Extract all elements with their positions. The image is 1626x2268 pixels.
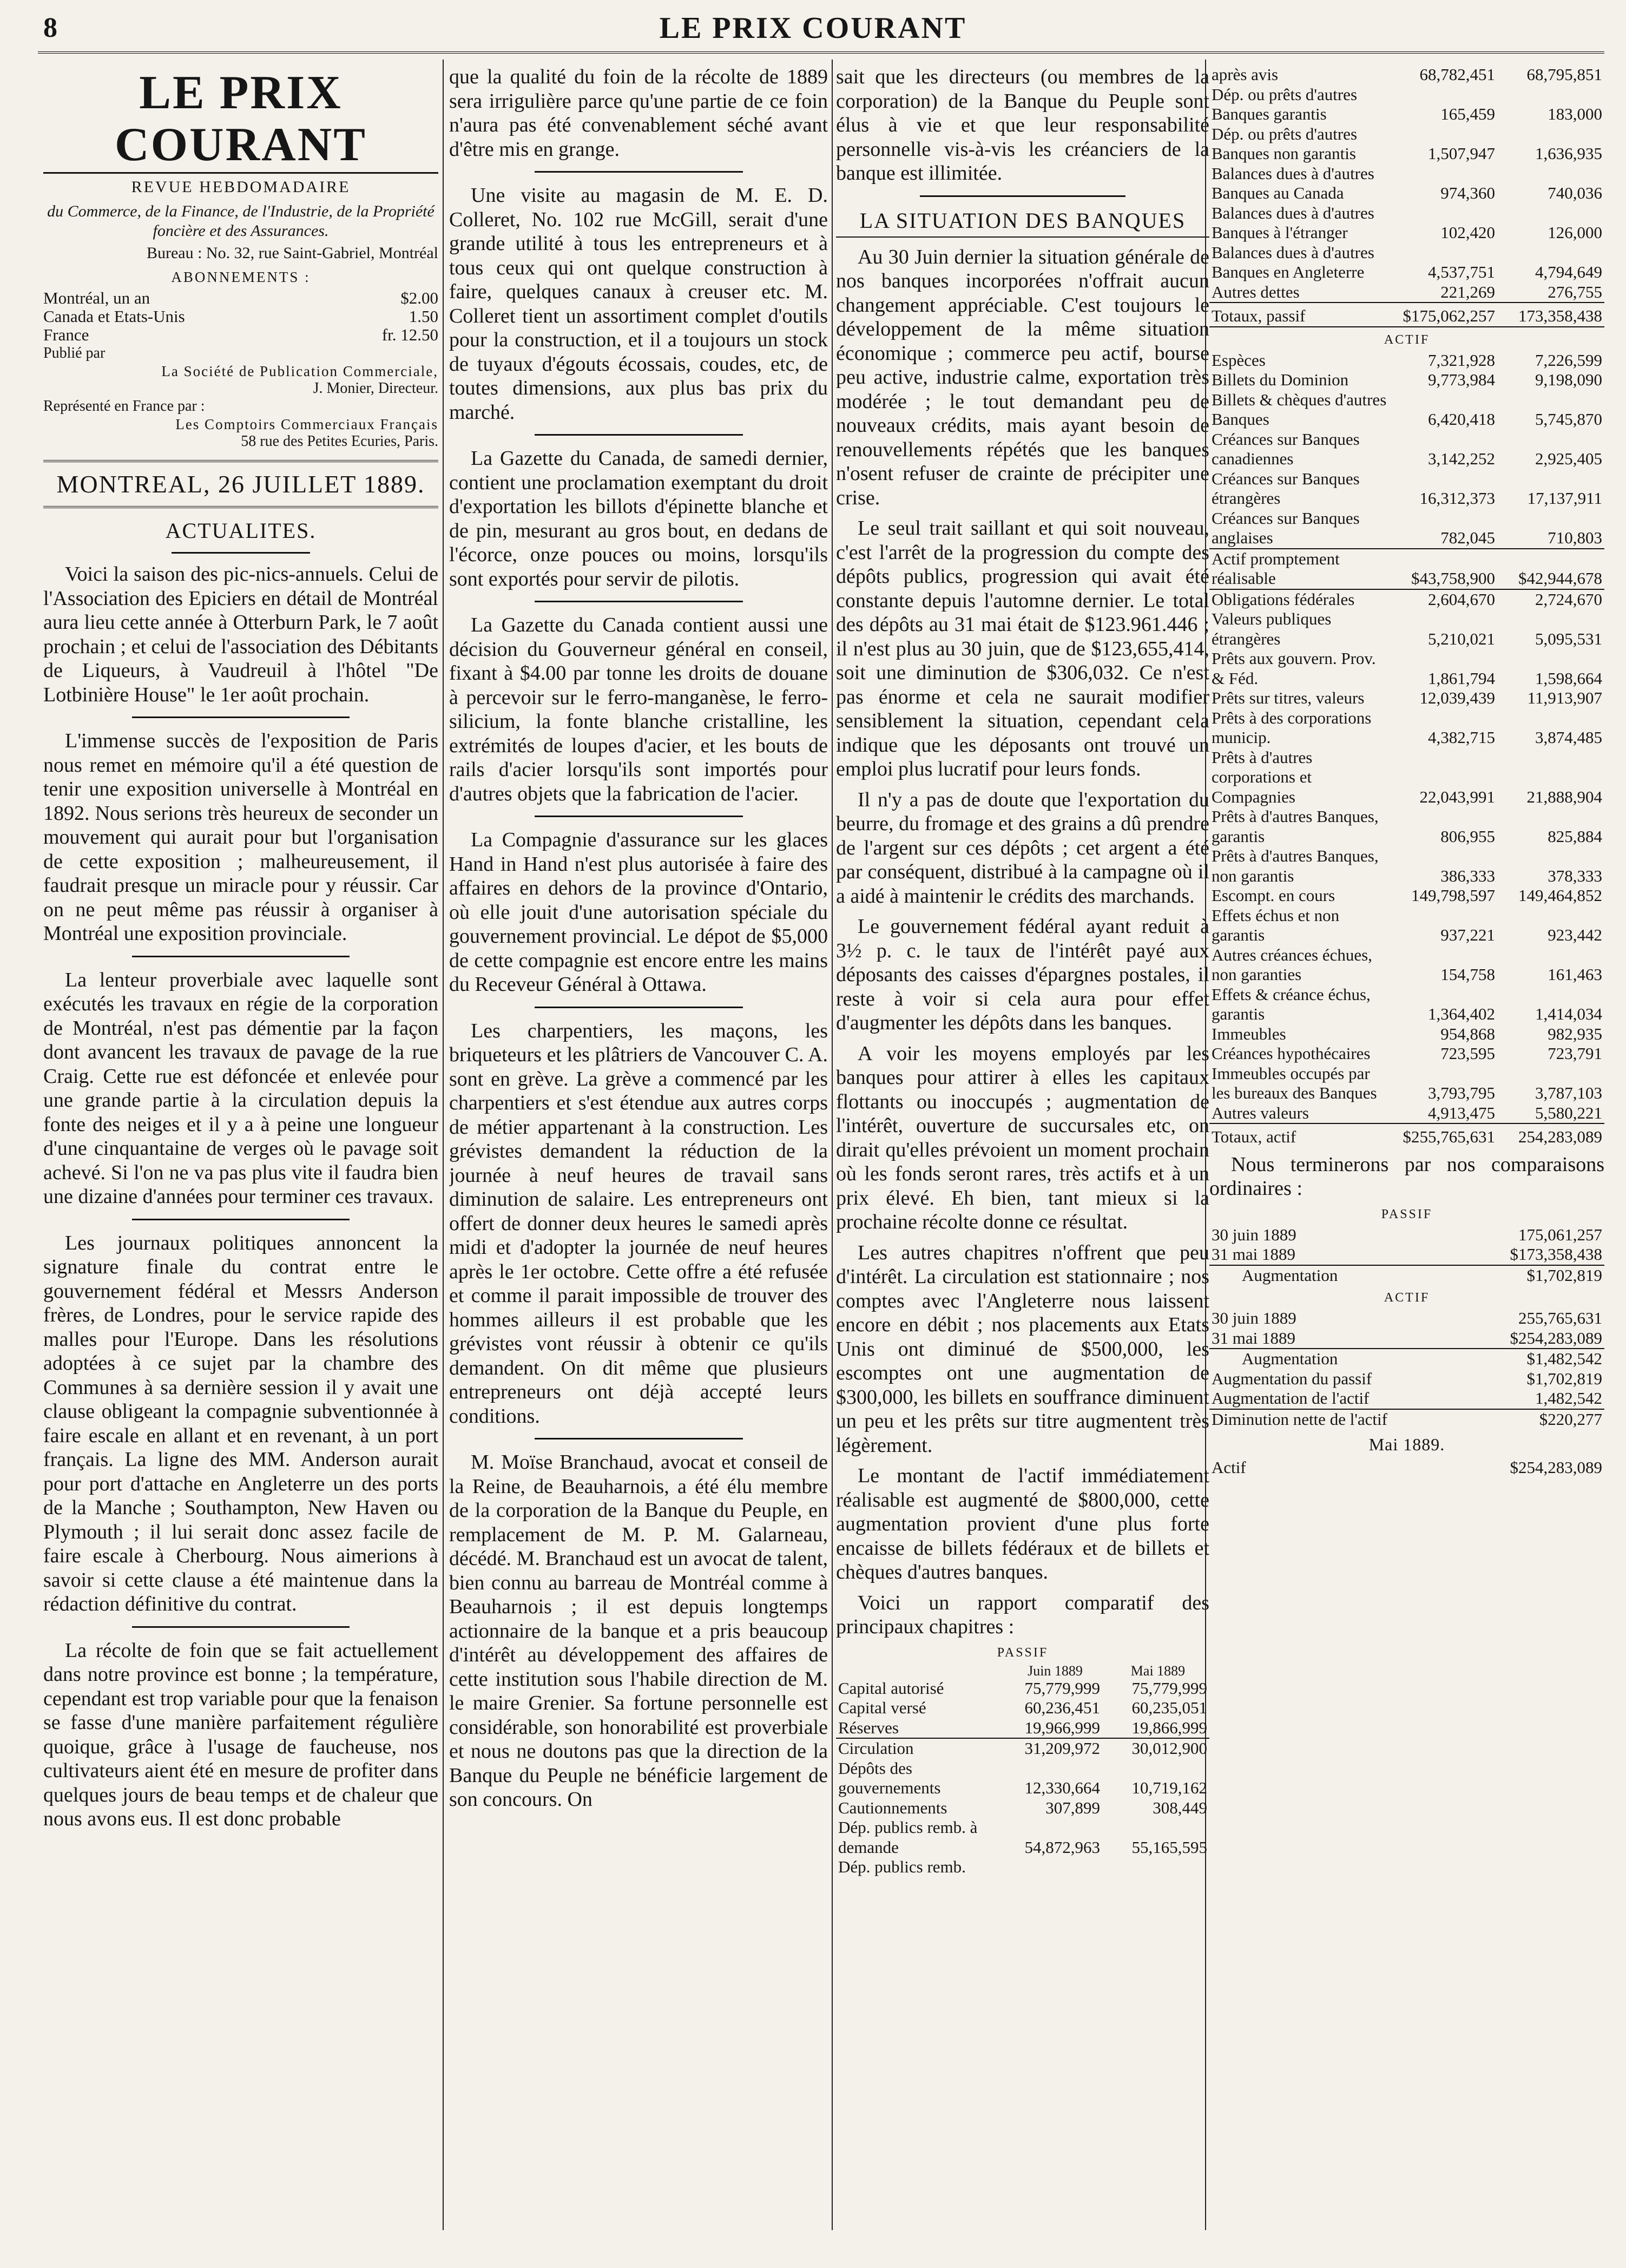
section-title-actualites: ACTUALITES.	[165, 518, 317, 543]
value-juin: 3,793,795	[1428, 1083, 1495, 1102]
article-paragraph: La récolte de foin que se fait actuellement dans notre province est bonne ; la température, cependant est trop variable pour que la fenaison se fasse d'une manière parfaitement régulière quoique, grâce à l'usage de faucheuse, nos cultivateurs aient été en mesure de profiter dans quelques jours de beau temps et de chaleur que nous avons eus. Il est donc probable	[43, 1639, 438, 1830]
article-paragraph: que la qualité du foin de la récolte de 1889 sera irrigulière parce qu'une partie de ce foin n'aura pas été convenablement séché avant d'être mis en grange.	[449, 65, 828, 161]
column-header-juin: Juin 1889	[1028, 1662, 1083, 1679]
value-juin: 31,209,972	[1024, 1739, 1100, 1758]
value-juin: 75,779,999	[1024, 1678, 1100, 1698]
table-row	[836, 1857, 1209, 1877]
value-juin: 1,507,947	[1428, 144, 1495, 163]
table-row	[1209, 1024, 1604, 1044]
table-row	[1209, 1044, 1604, 1064]
row-label: Totaux, passif	[1209, 303, 1390, 327]
value-juin: 954,868	[1440, 1024, 1495, 1043]
running-title: LE PRIX COURANT	[659, 11, 967, 45]
value-mai: 308,449	[1153, 1798, 1207, 1817]
row-label: Dép. ou prêts d'autres Banques non garantis	[1212, 124, 1358, 163]
value-juin: 7,321,928	[1428, 350, 1495, 370]
table-row	[1209, 846, 1604, 886]
article-paragraph: La lenteur proverbiale avec laquelle sont exécutés les travaux en régie de la corporation de Montréal, n'est pas démentie par la façon dont avancent les travaux de pavage de la rue Craig. Cette rue est défoncée et enlevée pour une grande partie à la circulation depuis la fonte des neiges et il y a à peine une longueur d'une cinquantaine de verges où le pavage soit achevé. Si l'on ne va pas plus vite il faudra bien une dizaine d'années pour terminer ces travaux.	[43, 968, 438, 1208]
table-row	[1209, 1064, 1604, 1103]
value-mai: 1,598,664	[1535, 668, 1602, 688]
masthead-subtitle: REVUE HEBDOMADAIRE	[131, 178, 351, 196]
rate-place: France	[43, 325, 89, 344]
total-row	[1209, 1123, 1604, 1147]
masthead-rule	[43, 172, 438, 174]
article-paragraph: sait que les directeurs (ou membres de la corporation) de la Banque du Peuple sont élus à vie et que leur responsabilité personnelle vis-à-vis les créanciers de la banque est illimitée.	[836, 65, 1209, 185]
table-row	[1209, 1103, 1604, 1124]
row-value: 255,765,631	[1518, 1309, 1602, 1327]
row-label: Totaux, actif	[1212, 1127, 1296, 1146]
column-divider	[832, 60, 833, 2230]
column-1	[43, 65, 438, 2236]
value-mai: 30,012,900	[1131, 1739, 1207, 1758]
row-label: Créances hypothécaires	[1212, 1044, 1371, 1063]
row-label: Immeubles occupés par les bureaux des Banques	[1212, 1063, 1377, 1102]
value-juin: 386,333	[1440, 866, 1495, 885]
france-address: 58 rue des Petites Ecuries, Paris.	[241, 433, 438, 450]
value-juin: 4,382,715	[1428, 728, 1495, 747]
value-mai: 1,414,034	[1535, 1004, 1602, 1023]
masthead-description: du Commerce, de la Finance, de l'Industrie, de la Propriété foncière et des Assurances.	[47, 202, 435, 240]
director-name: J. Monier, Directeur.	[313, 380, 438, 397]
value-juin: 154,758	[1440, 965, 1495, 984]
row-label: 30 juin 1889	[1212, 1225, 1296, 1244]
row-label: Effets & créance échus, garantis	[1212, 984, 1371, 1023]
value-mai: 21,888,904	[1526, 787, 1602, 806]
row-label: Balances dues à d'autres Banques à l'étranger	[1212, 203, 1374, 242]
row-label: Créances sur Banques canadiennes	[1212, 429, 1360, 468]
rate-row	[43, 326, 438, 344]
table-row	[836, 1679, 1209, 1699]
masthead-title: LE PRIX COURANT	[115, 67, 367, 171]
value-juin: 307,899	[1045, 1798, 1100, 1817]
row-label: Créances sur Banques étrangères	[1212, 469, 1360, 508]
article-paragraph: Le gouvernement fédéral ayant reduit à 3½ p. c. le taux de l'intérêt payé aux déposants des caisses d'épargnes postales, il reste à voir si cela aura pour effet d'augmenter les dépôts dans les banques.	[836, 915, 1209, 1034]
actif-table	[1209, 351, 1604, 1147]
value-mai: 19,866,999	[1102, 1718, 1209, 1739]
table-row	[1209, 1389, 1604, 1409]
value-mai: 60,235,051	[1131, 1698, 1207, 1717]
value-juin: 12,039,439	[1419, 688, 1495, 707]
row-value: 175,061,257	[1518, 1225, 1602, 1244]
table-row	[836, 1718, 1209, 1739]
table-row	[1209, 282, 1604, 303]
row-label: Diminution nette de l'actif	[1212, 1409, 1387, 1429]
rate-row	[43, 289, 438, 307]
row-label: Circulation	[838, 1739, 914, 1758]
table-row	[1209, 1309, 1604, 1329]
row-label: Autres dettes	[1209, 282, 1390, 303]
table-row	[836, 1738, 1209, 1759]
rate-price: $2.00	[400, 288, 438, 307]
value-mai: 254,283,089	[1518, 1127, 1602, 1146]
value-juin: 16,312,373	[1419, 489, 1495, 508]
subscription-rates	[43, 289, 438, 344]
row-label: Prêts sur titres, valeurs	[1212, 688, 1365, 707]
value-mai: 923,442	[1548, 925, 1602, 944]
value-mai: 11,913,907	[1527, 688, 1602, 707]
value-mai: $42,944,678	[1497, 549, 1604, 589]
value-mai: 3,787,103	[1535, 1083, 1602, 1102]
divider	[535, 171, 743, 173]
value-mai: 2,724,670	[1535, 589, 1602, 609]
row-label: Billets & chèques d'autres Banques	[1212, 390, 1387, 429]
value-mai: 378,333	[1548, 866, 1602, 885]
divider	[132, 1219, 350, 1220]
value-juin: 1,861,794	[1428, 668, 1495, 688]
table-row	[1209, 688, 1604, 708]
divider	[535, 601, 743, 602]
table-row	[1209, 243, 1604, 282]
row-label: 31 mai 1889	[1209, 1245, 1459, 1265]
value-mai: 9,198,090	[1535, 370, 1602, 389]
actif-heading: ACTIF	[1384, 332, 1430, 347]
divider	[132, 1626, 350, 1628]
row-value: $173,358,438	[1459, 1245, 1604, 1265]
table-row	[1209, 85, 1604, 124]
value-mai: 7,226,599	[1535, 350, 1602, 370]
table-row	[1209, 1225, 1604, 1245]
value-mai: 5,095,531	[1535, 629, 1602, 648]
table-heading: PASSIF	[997, 1645, 1049, 1660]
table-row	[1209, 1245, 1604, 1265]
article-paragraph: Voici la saison des pic-nics-annuels. Celui de l'Association des Epiciers en détail de Montréal aura lieu cette année à Otterburn Park, le 7 août prochain ; et celui de l'association des Débitants de Liqueurs, à Vaudreuil à l'hôtel "De Lotbinière House" le 1er août prochain.	[43, 563, 438, 706]
row-label: Capital versé	[838, 1698, 926, 1717]
table-row	[1209, 748, 1604, 807]
mai-table	[1209, 1458, 1604, 1478]
table-row	[1209, 589, 1604, 610]
comparison-actif-table	[1209, 1309, 1604, 1429]
value-juin: 68,782,451	[1419, 65, 1495, 84]
value-juin: 1,364,402	[1428, 1004, 1495, 1023]
value-juin: 723,595	[1440, 1044, 1495, 1063]
value-mai: 982,935	[1548, 1024, 1602, 1043]
divider	[132, 716, 350, 718]
rate-row	[43, 307, 438, 326]
table-row	[1209, 1458, 1604, 1478]
value-juin: 806,955	[1440, 826, 1495, 846]
article-paragraph: Une visite au magasin de M. E. D. Colleret, No. 102 rue McGill, serait d'une grande utilité à tous les entrepreneurs et à tous ceux qui ont quelque construction à faire, quelques canaux à creuser etc. M. Colleret tient un assortiment complet d'outils pour la construction, et il a toujours un stock de tuyaux d'égouts écossais, coudes, etc, de toutes dimensions, aux plus bas prix du marché.	[449, 184, 828, 424]
value-juin: 4,537,751	[1428, 262, 1495, 281]
table-row	[1209, 1265, 1604, 1286]
represente-label: Représenté en France par :	[43, 398, 205, 415]
table-row	[836, 1798, 1209, 1818]
table-row	[1209, 164, 1604, 203]
table-row	[1209, 945, 1604, 985]
row-label: Dép. ou prêts d'autres Banques garantis	[1212, 84, 1358, 123]
article-paragraph: Nous terminerons par nos comparaisons ordinaires :	[1209, 1153, 1604, 1200]
table-row	[836, 1759, 1209, 1798]
table-row	[1209, 1369, 1604, 1389]
table-row	[1209, 906, 1604, 945]
value-juin: 149,798,597	[1411, 886, 1495, 905]
value-mai: 126,000	[1548, 223, 1602, 242]
comparison-passif-heading: PASSIF	[1381, 1207, 1433, 1221]
mai-heading: Mai 1889.	[1368, 1435, 1445, 1454]
row-label: Capital autorisé	[838, 1678, 944, 1698]
value-juin: 221,269	[1390, 282, 1497, 303]
row-value: $1,482,542	[1526, 1349, 1602, 1368]
table-row	[1209, 886, 1604, 906]
table-row	[1209, 351, 1604, 371]
table-row	[836, 1818, 1209, 1857]
row-value: $1,702,819	[1526, 1265, 1602, 1285]
row-value: $1,702,819	[1526, 1369, 1602, 1388]
value-mai: 183,000	[1548, 104, 1602, 123]
value-mai: 3,874,485	[1535, 728, 1602, 747]
column-header-mai: Mai 1889	[1130, 1662, 1186, 1679]
value-juin: 2,604,670	[1428, 589, 1495, 609]
value-mai: 723,791	[1548, 1044, 1602, 1063]
value-mai: 75,779,999	[1131, 1678, 1207, 1698]
value-mai: 276,755	[1497, 282, 1604, 303]
row-label: Autres créances échues, non garanties	[1212, 945, 1372, 984]
row-label: Autres valeurs	[1209, 1103, 1390, 1124]
dateline: MONTREAL, 26 JUILLET 1889.	[43, 460, 438, 508]
table-row	[1209, 390, 1604, 430]
table-row	[1209, 430, 1604, 469]
table-row	[1209, 509, 1604, 549]
row-label: Billets du Dominion	[1212, 370, 1349, 389]
article-paragraph: Le montant de l'actif immédiatement réalisable est augmenté de $800,000, cette augmentation provient d'une plus forte encaisse de billets fédéraux et de billets et chèques d'autres banques.	[836, 1464, 1209, 1583]
passif-continued-table	[1209, 65, 1604, 327]
value-mai: 1,636,935	[1535, 144, 1602, 163]
table-row	[1209, 708, 1604, 748]
row-value: $254,283,089	[1510, 1458, 1602, 1477]
article-paragraph: L'immense succès de l'exposition de Paris nous remet en mémoire qu'il a été question de tenir une exposition universelle à Montréal en 1892. Nous serions très heureux de seconder un mouvement qui aurait pour but l'organisation de cette exposition ; malheureusement, il faudrait presque un miracle pour y réussir. Car on ne peut même pas réussir à organiser à Montréal une exposition provinciale.	[43, 729, 438, 945]
row-label: Immeubles	[1212, 1024, 1286, 1043]
france-agent: Les Comptoirs Commerciaux Français	[175, 416, 438, 432]
comparison-actif-heading: ACTIF	[1384, 1291, 1430, 1305]
table-row	[1209, 469, 1604, 509]
value-juin: 3,142,252	[1428, 449, 1495, 468]
article-paragraph: Les charpentiers, les maçons, les briqueteurs et les plâtriers de Vancouver C. A. sont en grève. La grève a commencé par les charpentiers et s'est étendue aux autres corps de métier appartenant à la construction. Les grévistes demandent la réduction de la journée à neuf heures de travail sans diminution de salaire. Les entrepreneurs ont offert de donner deux heures le samedi après midi et d'adopter la journée de neuf heures après le 1er octobre. Cette offre a été refusée et comme il parait impossible de trouver des hommes ailleurs il est probable que les grévistes vont réussir à obtenir ce qu'ils demandent. On dit même que plusieurs entrepreneurs ont déjà accepté leurs conditions.	[449, 1019, 828, 1428]
row-label: Escompt. en cours	[1212, 886, 1335, 905]
article-paragraph: Les autres chapitres n'offrent que peu d'intérêt. La circulation est stationnaire ; nos comptes avec l'Angleterre nous laissent encore en débit ; nos placements aux Etats Unis ont diminué de $500,000, les escomptes ont une augmentation de $300,000, les billets en souffrance diminuent un peu et les prêts sur titre augmentent très légèrement.	[836, 1241, 1209, 1457]
comparison-passif-table	[1209, 1225, 1604, 1286]
article-paragraph: La Gazette du Canada contient aussi une décision du Gouverneur général en conseil, fixant à $4.00 par tonne les droits de douane à percevoir sur le ferro-manganèse, le ferro-silicium, la fonte blanche cristalline, les extrémités de loupes d'acier, et les bouts de rails d'acier lorsqu'ils sont importés pour d'autres objets que la fabrication de l'acier.	[449, 614, 828, 805]
row-label: Prêts aux gouvern. Prov. & Féd.	[1212, 649, 1376, 688]
row-value: 1,482,542	[1459, 1389, 1604, 1409]
row-label: après avis	[1212, 65, 1279, 84]
row-label: Augmentation	[1242, 1265, 1338, 1285]
table-row	[1209, 985, 1604, 1024]
value-mai: 68,795,851	[1526, 65, 1602, 84]
table-row	[1209, 807, 1604, 846]
article-paragraph: Voici un rapport comparatif des principaux chapitres :	[836, 1591, 1209, 1638]
value-juin: 165,459	[1440, 104, 1495, 123]
article-paragraph: Les journaux politiques annoncent la signature finale du contrat entre le gouvernement fédéral et Messrs Anderson frères, de Londres, pour le service rapide des malles pour l'Europe. Dans les résolutions adoptées à ce sujet par la chambre des Communes à sa dernière session il y avait une clause obligeant la compagnie subventionnée à faire escale en allant et en revenant, à un port français. La ligne des MM. Anderson aurait pour port d'attache en Angleterre un des ports de la Manche ; Southampton, New Haven ou Plymouth ; il lui serait donc assez facile de faire escale à Cherbourg. Nous aimerions à savoir si cette clause a été maintenue dans la rédaction définitive du contrat.	[43, 1231, 438, 1615]
row-label: Augmentation de l'actif	[1209, 1389, 1459, 1409]
passif-table	[836, 1679, 1209, 1877]
value-mai: 161,463	[1548, 965, 1602, 984]
row-label: Réserves	[836, 1718, 995, 1739]
row-label: Cautionnements	[838, 1798, 947, 1817]
table-row	[1209, 124, 1604, 164]
value-mai: 825,884	[1548, 826, 1602, 846]
row-label: Dép. publics remb.	[838, 1857, 966, 1876]
value-mai: 5,580,221	[1497, 1103, 1604, 1124]
row-label: Effets échus et non garantis	[1212, 905, 1340, 944]
row-value: $220,277	[1539, 1409, 1602, 1429]
value-mai: 2,925,405	[1535, 449, 1602, 468]
row-label: Balances dues à d'autres Banques en Angleterre	[1212, 242, 1374, 281]
value-mai: 17,137,911	[1527, 489, 1602, 508]
value-mai: 55,165,595	[1131, 1837, 1207, 1857]
table-column-headers	[836, 1664, 1209, 1679]
rate-place: Canada et Etats-Unis	[43, 307, 185, 326]
row-label: Augmentation du passif	[1212, 1369, 1372, 1388]
divider	[172, 552, 310, 554]
table-row	[1209, 370, 1604, 390]
value-juin: 4,913,475	[1390, 1103, 1497, 1124]
page-header	[0, 0, 1626, 60]
masthead	[43, 67, 438, 241]
publisher-name: La Société de Publication Commerciale,	[161, 363, 438, 379]
table-row	[1209, 1349, 1604, 1369]
row-label: Prêts à des corporations municip.	[1212, 708, 1372, 747]
row-label: Prêts à d'autres Banques, garantis	[1212, 807, 1379, 846]
column-2	[449, 65, 828, 2236]
row-label: Dépôts des gouvernements	[838, 1758, 941, 1797]
row-label: Actif promptement réalisable	[1209, 549, 1390, 589]
table-row	[1209, 65, 1604, 85]
rate-price: 1.50	[409, 307, 438, 326]
divider	[535, 816, 743, 817]
value-mai: 149,464,852	[1518, 886, 1602, 905]
row-label: 31 mai 1889	[1209, 1329, 1459, 1349]
header-rule	[38, 51, 1604, 54]
rate-place: Montréal, un an	[43, 288, 150, 307]
value-juin: 937,221	[1440, 925, 1495, 944]
column-divider	[443, 60, 444, 2230]
value-juin: 6,420,418	[1428, 410, 1495, 429]
divider	[535, 434, 743, 436]
total-row	[1209, 303, 1604, 327]
article-paragraph: M. Moïse Branchaud, avocat et conseil de la Reine, de Beauharnois, a été élu membre de la corporation de la Banque du Peuple, en remplacement de M. P. M. Galarneau, décédé. M. Branchaud est un avocat de talent, bien connu au barreau de Montréal comme à Beauharnois ; il est depuis longtemps actionnaire de la banque et a pris beaucoup d'intérêt au développement des affaires de cette institution sous l'habile direction de M. le maire Grenier. Sa fortune personnelle est considérable, son honorabilité est proverbiale et nous ne doutons pas que la direction de la Banque du Peuple ne bénéficie largement de son concours. On	[449, 1451, 828, 1811]
article-paragraph: La Gazette du Canada, de samedi dernier, contient une proclamation exemptant du droit d'exportation les billots d'épinette blanche et de pin, mesurant au gros bout, en dedans de l'écorce, onze pouces ou moins, lorsqu'ils sont exportés pour servir de pilotis.	[449, 447, 828, 590]
table-row	[836, 1698, 1209, 1718]
value-mai: 10,719,162	[1131, 1778, 1207, 1797]
table-row	[1209, 1329, 1604, 1349]
value-juin: 22,043,991	[1419, 787, 1495, 806]
value-juin: 9,773,984	[1428, 370, 1495, 389]
subtotal-row	[1209, 549, 1604, 589]
article-paragraph: Il n'y a pas de doute que l'exportation du beurre, du fromage et des grains a dû prendre de l'argent sur ces dépôts ; cet argent a été par conséquent, distribué à la campagne où il a aidé à maintenir le crédits des marchands.	[836, 788, 1209, 908]
section-title-banques: LA SITUATION DES BANQUES	[836, 208, 1209, 238]
row-label: Créances sur Banques anglaises	[1209, 509, 1390, 549]
row-label: Prêts à d'autres corporations et Compagnies	[1212, 747, 1313, 806]
value-mai: 4,794,649	[1535, 262, 1602, 281]
row-label: Espèces	[1212, 350, 1266, 370]
divider	[920, 195, 1125, 197]
row-label: Obligations fédérales	[1212, 589, 1355, 609]
table-row	[1209, 609, 1604, 649]
column-4	[1209, 65, 1604, 2236]
value-juin: $43,758,900	[1390, 549, 1497, 589]
value-mai: 710,803	[1497, 509, 1604, 549]
row-label: Valeurs publiques étrangères	[1212, 609, 1332, 648]
value-mai: 5,745,870	[1535, 410, 1602, 429]
article-paragraph: La Compagnie d'assurance sur les glaces Hand in Hand n'est plus autorisée à faire des affaires en dehors de la province d'Ontario, où elle jouit d'une autorisation spéciale du gouvernement provincial. Le dépot de $5,000 de cette compagnie est encore entre les mains du Receveur Général à Ottawa.	[449, 829, 828, 996]
value-juin: 12,330,664	[1024, 1778, 1100, 1797]
table-row	[1209, 1409, 1604, 1430]
article-paragraph: A voir les moyens employés par les banques pour attirer à elles les capitaux flottants ou inoccupés ; augmentation de l'intérêt, ouverture de succursales etc, on dirait qu'elles prévoient un moment prochain où les fonds seront rares, très actifs et à un prix élevé. Eh bien, tant mieux si la prochaine récolte donne ce résultat.	[836, 1042, 1209, 1233]
abonnements-label: ABONNEMENTS :	[171, 269, 311, 285]
value-juin: 54,872,963	[1024, 1837, 1100, 1857]
row-label: Augmentation	[1242, 1349, 1338, 1368]
divider	[132, 956, 350, 957]
value-juin: 5,210,021	[1428, 629, 1495, 648]
table-row	[1209, 203, 1604, 243]
value-juin: 782,045	[1390, 509, 1497, 549]
value-juin: 60,236,451	[1024, 1698, 1100, 1717]
divider	[535, 1007, 743, 1008]
rate-price: fr. 12.50	[381, 325, 438, 344]
value-mai: 740,036	[1548, 183, 1602, 202]
row-label: Prêts à d'autres Banques, non garantis	[1212, 846, 1379, 885]
value-mai: 173,358,438	[1497, 303, 1604, 327]
row-value: $254,283,089	[1459, 1329, 1604, 1349]
masthead-bureau: Bureau : No. 32, rue Saint-Gabriel, Montréal	[146, 244, 438, 262]
row-label: Balances dues à d'autres Banques au Canada	[1212, 163, 1374, 202]
article-paragraph: Au 30 Juin dernier la situation générale de nos banques incorporées n'offrait aucun changement appréciable. C'est toujours le développement de la même situation économique ; commerce peu actif, bourse peu active, industrie calme, exportation très modérée ; le tout demandant peu de nouveaux crédits, mais ayant besoin de renouvellements répétés que les banques n'osent refuser de crainte de précipiter une crise.	[836, 245, 1209, 509]
value-juin: 974,360	[1440, 183, 1495, 202]
row-label: 30 juin 1889	[1212, 1309, 1296, 1327]
value-mai	[1102, 1857, 1209, 1877]
article-paragraph: Le seul trait saillant et qui soit nouveau, c'est l'arrêt de la progression du compte des dépôts publics, progression qui avait été constante depuis l'automne dernier. Le total des dépôts au 31 mai était de $123.961.446 ; il n'est plus au 30 juin, que de $123,655,414, soit une diminution de $306,032. Ce n'est pas énorme et cela ne saurait modifier sensiblement la situation, cependant cela indique que les déposants ont trouvé un emploi plus lucratif pour leurs fonds.	[836, 517, 1209, 780]
table-row	[1209, 649, 1604, 688]
value-juin	[995, 1857, 1102, 1877]
publie-par: Publié par	[43, 345, 106, 361]
value-juin: 19,966,999	[995, 1718, 1102, 1739]
divider	[535, 1438, 743, 1439]
value-juin: $255,765,631	[1403, 1127, 1495, 1146]
value-juin: $175,062,257	[1390, 303, 1497, 327]
row-label: Dép. publics remb. à demande	[838, 1818, 978, 1857]
value-juin: 102,420	[1440, 223, 1495, 242]
column-3	[836, 65, 1209, 2236]
page-number: 8	[43, 12, 57, 43]
row-label: Actif	[1212, 1458, 1246, 1477]
